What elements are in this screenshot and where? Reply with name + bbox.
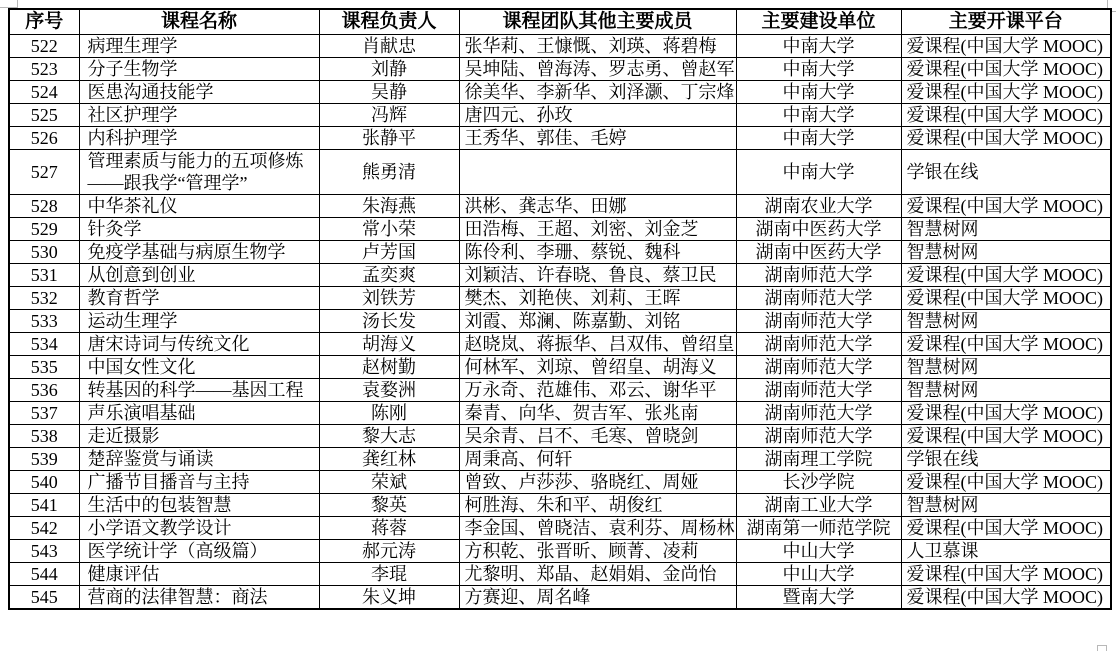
cell-members: 赵晓岚、蒋振华、吕双伟、曾绍皇 (459, 333, 736, 356)
table-row (9, 104, 1111, 127)
cell-platform: 学银在线 (901, 448, 1111, 471)
cell-leader: 黎大志 (319, 425, 459, 448)
cell-members: 周秉高、何轩 (459, 448, 736, 471)
cell-index: 529 (9, 218, 79, 241)
cell-unit: 湖南师范大学 (736, 425, 901, 448)
cell-platform: 学银在线 (901, 150, 1111, 195)
cell-course-name: 医患沟通技能学 (79, 81, 319, 104)
cell-unit: 中南大学 (736, 127, 901, 150)
cell-index: 525 (9, 104, 79, 127)
header-row (9, 9, 1111, 35)
cell-members: 李金国、曾晓洁、袁利芬、周杨林 (459, 517, 736, 540)
table-row (9, 333, 1111, 356)
cell-platform: 爱课程(中国大学 MOOC) (901, 333, 1111, 356)
cell-index: 538 (9, 425, 79, 448)
table-row (9, 425, 1111, 448)
cell-unit: 中南大学 (736, 35, 901, 58)
cell-course-name: 管理素质与能力的五项修炼——跟我学“管理学” (79, 150, 319, 195)
cell-index: 534 (9, 333, 79, 356)
table-row (9, 310, 1111, 333)
cell-unit: 湖南师范大学 (736, 264, 901, 287)
cell-unit: 湖南理工学院 (736, 448, 901, 471)
cell-leader: 吴静 (319, 81, 459, 104)
cell-members: 刘颖洁、许春晓、鲁良、蔡卫民 (459, 264, 736, 287)
cell-index: 540 (9, 471, 79, 494)
cell-platform: 爱课程(中国大学 MOOC) (901, 402, 1111, 425)
cell-unit: 湖南师范大学 (736, 356, 901, 379)
cell-leader: 陈刚 (319, 402, 459, 425)
cell-index: 530 (9, 241, 79, 264)
cell-leader: 刘铁芳 (319, 287, 459, 310)
cell-course-name: 教育哲学 (79, 287, 319, 310)
cell-platform: 智慧树网 (901, 379, 1111, 402)
cell-platform: 智慧树网 (901, 494, 1111, 517)
table-row (9, 287, 1111, 310)
cell-course-name: 从创意到创业 (79, 264, 319, 287)
table-row (9, 471, 1111, 494)
cell-index: 533 (9, 310, 79, 333)
cell-leader: 赵树勤 (319, 356, 459, 379)
cell-course-name: 营商的法律智慧：商法 (79, 586, 319, 610)
cell-leader: 卢芳国 (319, 241, 459, 264)
course-table-body (9, 35, 1111, 610)
cell-unit: 中南大学 (736, 104, 901, 127)
cell-platform: 爱课程(中国大学 MOOC) (901, 287, 1111, 310)
cell-index: 537 (9, 402, 79, 425)
cell-platform: 智慧树网 (901, 241, 1111, 264)
cell-members: 尤黎明、郑晶、赵娟娟、金尚怡 (459, 563, 736, 586)
cell-unit: 湖南师范大学 (736, 287, 901, 310)
cell-platform: 爱课程(中国大学 MOOC) (901, 195, 1111, 218)
cell-leader: 荣斌 (319, 471, 459, 494)
table-row (9, 241, 1111, 264)
cell-index: 528 (9, 195, 79, 218)
cell-leader: 肖献忠 (319, 35, 459, 58)
cell-course-name: 内科护理学 (79, 127, 319, 150)
cell-unit: 湖南第一师范学院 (736, 517, 901, 540)
cell-platform: 智慧树网 (901, 356, 1111, 379)
table-row (9, 356, 1111, 379)
table-row (9, 150, 1111, 195)
cell-leader: 常小荣 (319, 218, 459, 241)
cell-platform: 人卫慕课 (901, 540, 1111, 563)
cell-members (459, 150, 736, 195)
cell-members: 曾致、卢莎莎、骆晓红、周娅 (459, 471, 736, 494)
cell-members: 徐美华、李新华、刘泽灏、丁宗烽 (459, 81, 736, 104)
cell-leader: 李琨 (319, 563, 459, 586)
table-row (9, 127, 1111, 150)
cell-platform: 爱课程(中国大学 MOOC) (901, 471, 1111, 494)
cell-index: 535 (9, 356, 79, 379)
cell-members: 万永奇、范雄伟、邓云、谢华平 (459, 379, 736, 402)
cell-course-name: 广播节目播音与主持 (79, 471, 319, 494)
cell-members: 洪彬、龚志华、田娜 (459, 195, 736, 218)
cell-platform: 爱课程(中国大学 MOOC) (901, 563, 1111, 586)
cell-members: 刘霞、郑澜、陈嘉勤、刘铭 (459, 310, 736, 333)
table-row (9, 264, 1111, 287)
cell-course-name: 声乐演唱基础 (79, 402, 319, 425)
cell-index: 543 (9, 540, 79, 563)
cell-course-name: 小学语文教学设计 (79, 517, 319, 540)
cell-members: 田浩梅、王超、刘密、刘金芝 (459, 218, 736, 241)
cell-leader: 郝元涛 (319, 540, 459, 563)
table-row (9, 218, 1111, 241)
cell-unit: 长沙学院 (736, 471, 901, 494)
table-row (9, 586, 1111, 610)
header-index: 序号 (9, 9, 79, 35)
table-row (9, 563, 1111, 586)
cell-course-name: 走近摄影 (79, 425, 319, 448)
header-unit: 主要建设单位 (736, 9, 901, 35)
cell-unit: 中山大学 (736, 540, 901, 563)
cell-unit: 中山大学 (736, 563, 901, 586)
cell-index: 542 (9, 517, 79, 540)
cell-platform: 爱课程(中国大学 MOOC) (901, 586, 1111, 610)
cell-index: 532 (9, 287, 79, 310)
cell-leader: 袁婺洲 (319, 379, 459, 402)
cell-leader: 黎英 (319, 494, 459, 517)
cell-platform: 爱课程(中国大学 MOOC) (901, 517, 1111, 540)
cell-course-name: 唐宋诗词与传统文化 (79, 333, 319, 356)
cell-unit: 中南大学 (736, 81, 901, 104)
cell-index: 539 (9, 448, 79, 471)
header-platform: 主要开课平台 (901, 9, 1111, 35)
cell-unit: 湖南师范大学 (736, 402, 901, 425)
table-row (9, 379, 1111, 402)
cell-platform: 智慧树网 (901, 310, 1111, 333)
table-row (9, 448, 1111, 471)
cell-leader: 张静平 (319, 127, 459, 150)
course-table (8, 8, 1112, 610)
cell-members: 吴坤陆、曾海涛、罗志勇、曾赵军 (459, 58, 736, 81)
cell-course-name: 生活中的包装智慧 (79, 494, 319, 517)
table-row (9, 494, 1111, 517)
cell-index: 522 (9, 35, 79, 58)
table-row (9, 195, 1111, 218)
header-members: 课程团队其他主要成员 (459, 9, 736, 35)
cell-index: 526 (9, 127, 79, 150)
cell-course-name: 病理生理学 (79, 35, 319, 58)
cell-course-name: 健康评估 (79, 563, 319, 586)
cell-platform: 爱课程(中国大学 MOOC) (901, 127, 1111, 150)
cell-platform: 爱课程(中国大学 MOOC) (901, 104, 1111, 127)
cell-members: 秦青、向华、贺吉军、张兆南 (459, 402, 736, 425)
cell-index: 536 (9, 379, 79, 402)
cell-course-name: 分子生物学 (79, 58, 319, 81)
cell-unit: 中南大学 (736, 58, 901, 81)
cell-unit: 湖南工业大学 (736, 494, 901, 517)
cell-platform: 爱课程(中国大学 MOOC) (901, 264, 1111, 287)
cell-members: 柯胜海、朱和平、胡俊红 (459, 494, 736, 517)
cell-course-name: 针灸学 (79, 218, 319, 241)
course-table-header (9, 9, 1111, 35)
table-row (9, 81, 1111, 104)
cell-platform: 爱课程(中国大学 MOOC) (901, 425, 1111, 448)
header-leader: 课程负责人 (319, 9, 459, 35)
cell-index: 523 (9, 58, 79, 81)
cell-members: 何林军、刘琼、曾绍皇、胡海义 (459, 356, 736, 379)
cell-platform: 爱课程(中国大学 MOOC) (901, 35, 1111, 58)
cell-index: 544 (9, 563, 79, 586)
cell-members: 张华莉、王慷慨、刘瑛、蒋碧梅 (459, 35, 736, 58)
cell-leader: 汤长发 (319, 310, 459, 333)
cell-platform: 智慧树网 (901, 218, 1111, 241)
page-edge-fragment-top-left (0, 0, 18, 8)
cell-members: 樊杰、刘艳侠、刘莉、王晖 (459, 287, 736, 310)
cell-index: 545 (9, 586, 79, 610)
cell-unit: 湖南师范大学 (736, 333, 901, 356)
cell-course-name: 中华茶礼仪 (79, 195, 319, 218)
cell-members: 唐四元、孙玫 (459, 104, 736, 127)
cell-index: 527 (9, 150, 79, 195)
cell-leader: 龚红林 (319, 448, 459, 471)
cell-index: 541 (9, 494, 79, 517)
cell-course-name: 医学统计学（高级篇） (79, 540, 319, 563)
cell-course-name: 转基因的科学——基因工程 (79, 379, 319, 402)
cell-platform: 爱课程(中国大学 MOOC) (901, 81, 1111, 104)
table-row (9, 58, 1111, 81)
cell-unit: 中南大学 (736, 150, 901, 195)
cell-course-name: 楚辞鉴赏与诵读 (79, 448, 319, 471)
cell-course-name: 免疫学基础与病原生物学 (79, 241, 319, 264)
cell-index: 531 (9, 264, 79, 287)
table-row (9, 35, 1111, 58)
cell-unit: 湖南中医药大学 (736, 218, 901, 241)
cell-course-name: 中国女性文化 (79, 356, 319, 379)
cell-leader: 朱义坤 (319, 586, 459, 610)
cell-members: 方赛迎、周名峰 (459, 586, 736, 610)
cell-unit: 湖南农业大学 (736, 195, 901, 218)
cell-leader: 胡海义 (319, 333, 459, 356)
header-name: 课程名称 (79, 9, 319, 35)
cell-unit: 湖南中医药大学 (736, 241, 901, 264)
cell-index: 524 (9, 81, 79, 104)
cell-platform: 爱课程(中国大学 MOOC) (901, 58, 1111, 81)
cell-members: 王秀华、郭佳、毛婷 (459, 127, 736, 150)
table-row (9, 540, 1111, 563)
cell-leader: 朱海燕 (319, 195, 459, 218)
cell-course-name: 运动生理学 (79, 310, 319, 333)
table-row (9, 517, 1111, 540)
table-resize-handle (1097, 645, 1107, 651)
cell-leader: 冯辉 (319, 104, 459, 127)
table-row (9, 402, 1111, 425)
cell-leader: 孟奕爽 (319, 264, 459, 287)
cell-course-name: 社区护理学 (79, 104, 319, 127)
cell-unit: 暨南大学 (736, 586, 901, 610)
cell-unit: 湖南师范大学 (736, 310, 901, 333)
cell-leader: 刘静 (319, 58, 459, 81)
cell-leader: 蒋蓉 (319, 517, 459, 540)
cell-unit: 湖南师范大学 (736, 379, 901, 402)
cell-leader: 熊勇清 (319, 150, 459, 195)
cell-members: 吴余青、吕不、毛寒、曾晓剑 (459, 425, 736, 448)
cell-members: 陈伶利、李珊、蔡锐、魏科 (459, 241, 736, 264)
cell-members: 方积乾、张晋昕、顾菁、凌莉 (459, 540, 736, 563)
